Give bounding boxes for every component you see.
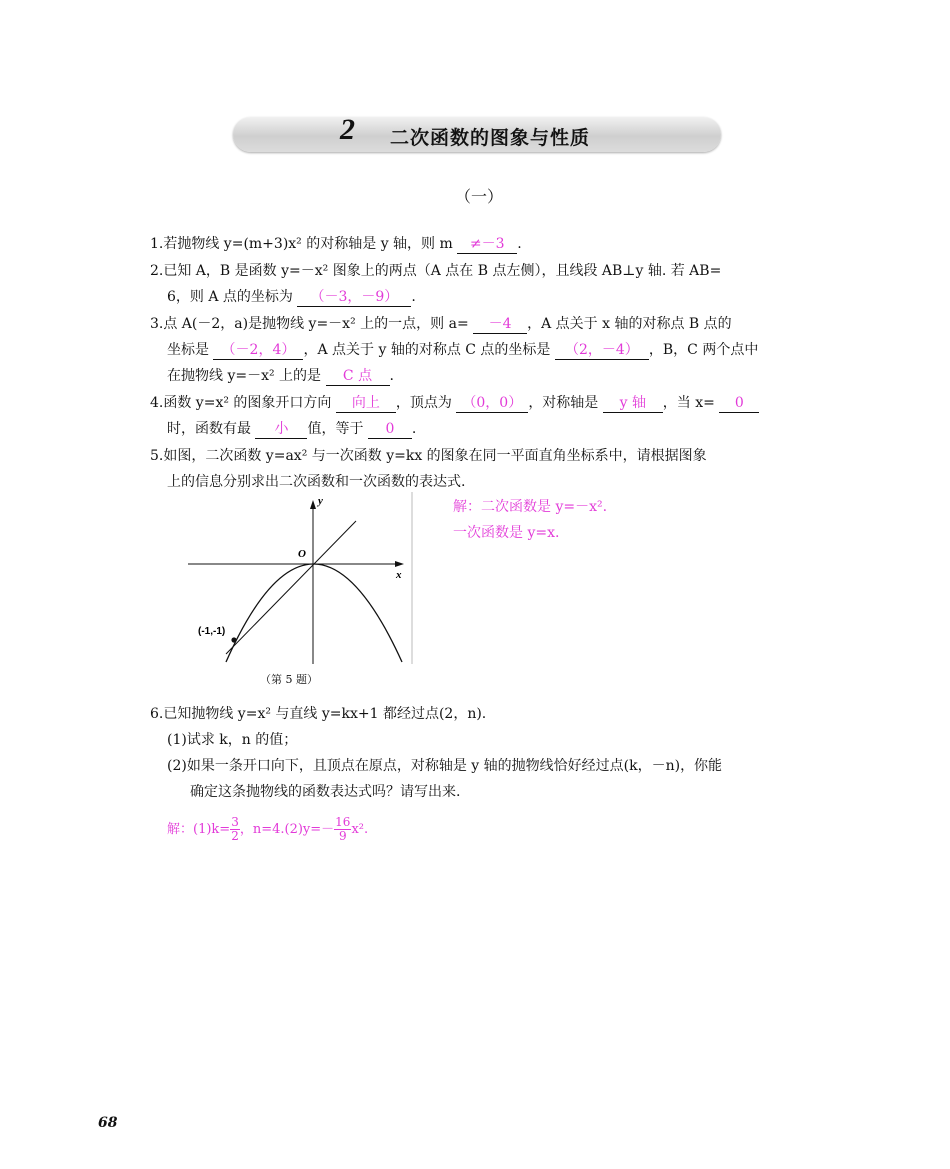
question-5-line-2: 上的信息分别求出二次函数和一次函数的表达式. xyxy=(167,474,466,490)
figure-caption: （第 5 题） xyxy=(260,673,318,686)
question-5-solution-2: 一次函数是 y=x. xyxy=(453,525,560,541)
y-axis-arrow xyxy=(310,500,316,509)
question-5-line-1: 5.如图，二次函数 y=ax² 与一次函数 y=kx 的图象在同一平面直角坐标系中，请根据图象 xyxy=(150,448,707,464)
y-axis-label: y xyxy=(318,495,323,507)
section-label: （一） xyxy=(455,187,504,206)
line-y-equals-x xyxy=(226,521,356,654)
page-number: 68 xyxy=(98,1115,118,1131)
question-3-line-1: 3.点 A(－2，a)是抛物线 y=－x² 上的一点，则 a= －4 ，A 点关于 x 轴的对称点 B 点的 xyxy=(150,316,732,332)
question-3-line-3: 在抛物线 y=－x² 上的是 C 点 . xyxy=(167,368,394,384)
answer-blank: 小 xyxy=(255,420,307,439)
answer-blank: 0 xyxy=(719,394,759,413)
question-4-line-2: 时，函数有最 小 值，等于 0 . xyxy=(167,421,417,437)
question-2-line-2: 6，则 A 点的坐标为 （－3，－9） . xyxy=(167,289,416,305)
question-6-line-1: 6.已知抛物线 y=x² 与直线 y=kx+1 都经过点(2，n). xyxy=(150,706,487,722)
answer-blank: y 轴 xyxy=(603,394,663,413)
answer-blank: ≠－3 xyxy=(457,235,517,254)
fraction-k: $\frac{3}{2}$ xyxy=(231,815,239,843)
fraction-coefficient: $\frac{16}{9}$ xyxy=(335,815,351,843)
question-2-line-1: 2.已知 A，B 是函数 y=－x² 图象上的两点（A 点在 B 点左侧），且线段 AB⊥y 轴. 若 AB= xyxy=(150,263,722,279)
answer-blank: 0 xyxy=(368,420,412,439)
point-label: (-1,-1) xyxy=(198,626,226,637)
chapter-title: 二次函数的图象与性质 xyxy=(390,127,591,149)
question-1: 1.若抛物线 y=(m+3)x² 的对称轴是 y 轴，则 m ≠－3 . xyxy=(150,236,522,252)
answer-blank: （－2，4） xyxy=(213,341,303,360)
parabola-curve xyxy=(226,564,402,662)
figure-5-graph xyxy=(186,492,418,668)
point-marker xyxy=(231,637,236,642)
chapter-number: 2 xyxy=(340,113,355,146)
question-6-part-1: (1)试求 k，n 的值； xyxy=(167,732,298,748)
x-axis-arrow xyxy=(395,561,404,567)
question-6-part-2-line-2: 确定这条抛物线的函数表达式吗？请写出来. xyxy=(190,784,461,800)
question-4-line-1: 4.函数 y=x² 的图象开口方向 向上 ，顶点为 （0，0） ，对称轴是 y 轴 ，当 x= 0 xyxy=(150,393,759,413)
answer-blank: （2，－4） xyxy=(555,341,649,360)
x-axis-label: x xyxy=(396,569,402,581)
question-5-solution-1: 解：二次函数是 y=－x². xyxy=(453,499,608,515)
answer-blank: －4 xyxy=(473,315,527,334)
question-6-solution: 解：(1)k= $\frac{3}{2}$ ，n=4.(2)y=－ $\frac{16}{9}$ x². xyxy=(167,815,369,843)
answer-blank: （－3，－9） xyxy=(297,288,411,307)
answer-blank: C 点 xyxy=(326,367,390,386)
question-6-part-2-line-1: (2)如果一条开口向下，且顶点在原点，对称轴是 y 轴的抛物线恰好经过点(k，－n)，你能 xyxy=(167,758,723,774)
answer-blank: （0，0） xyxy=(456,394,528,413)
origin-label: O xyxy=(298,548,306,560)
answer-blank: 向上 xyxy=(336,394,396,413)
question-3-line-2: 坐标是 （－2，4） ，A 点关于 y 轴的对称点 C 点的坐标是 （2，－4） ，B，C 两个点中 xyxy=(167,342,759,358)
